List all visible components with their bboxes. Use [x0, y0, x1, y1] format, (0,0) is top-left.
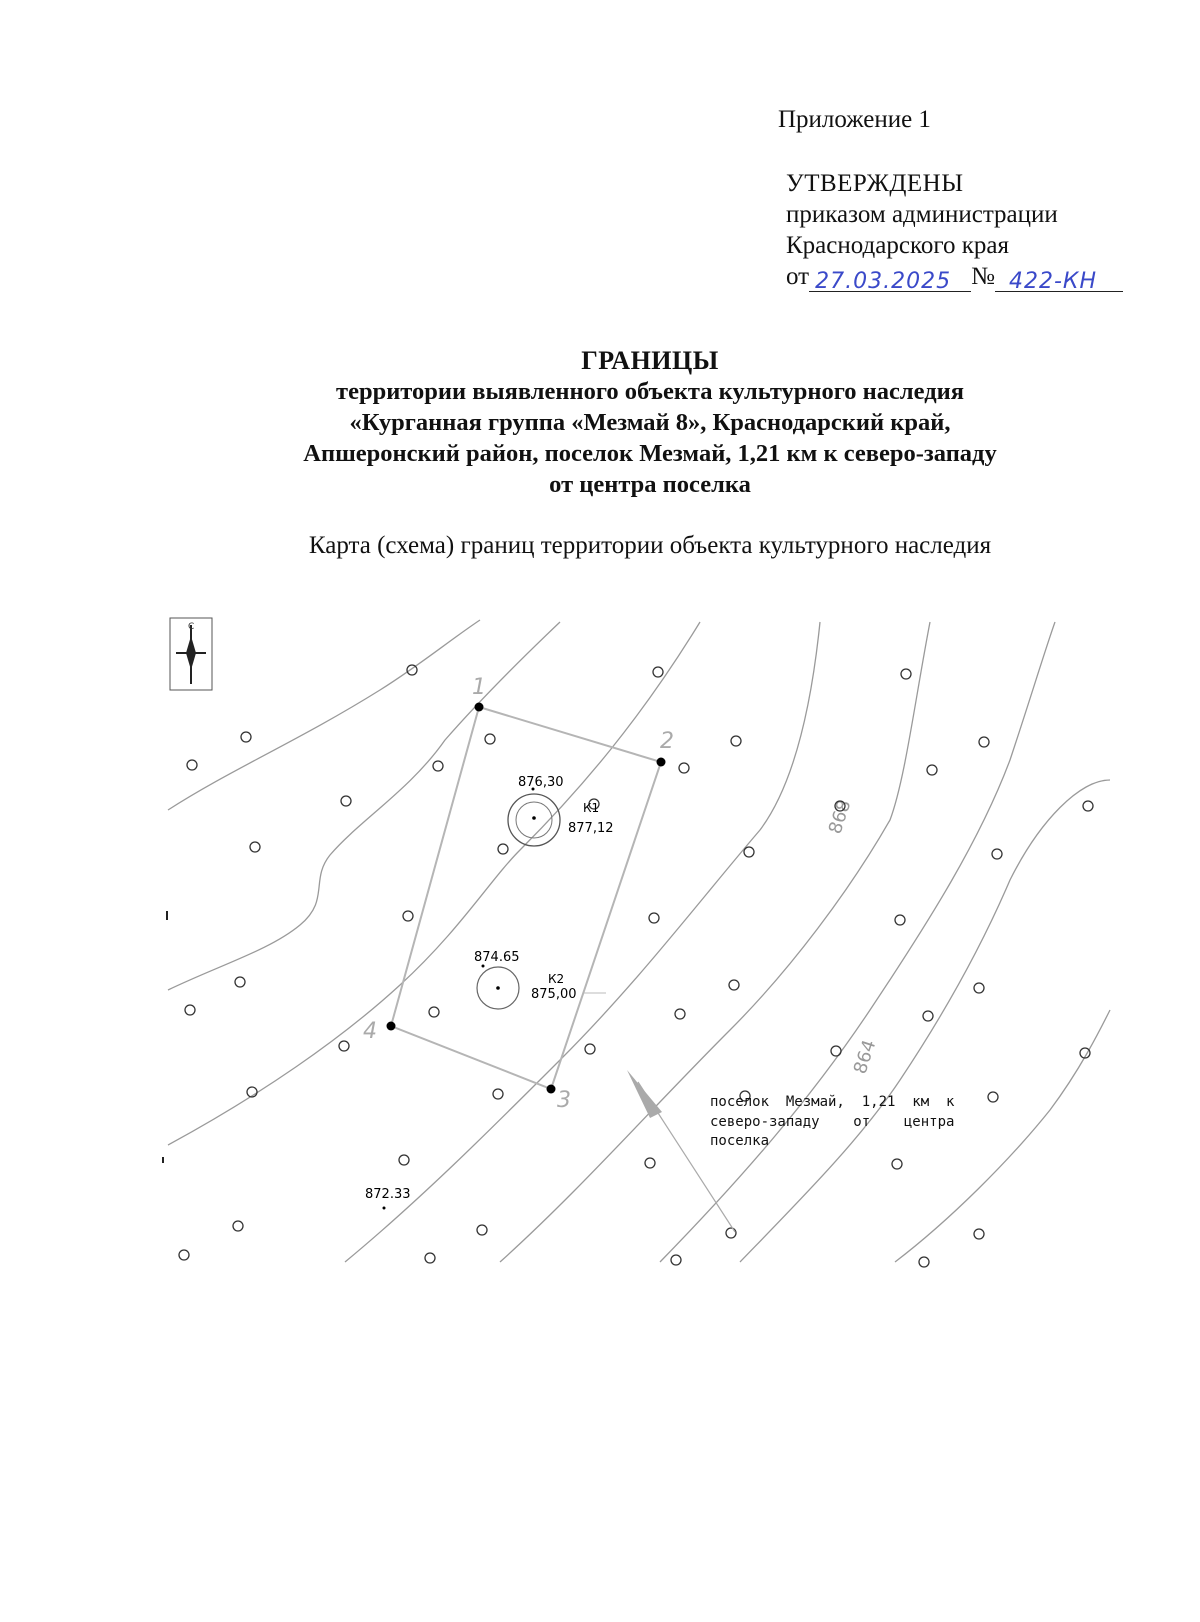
tree-symbol: [729, 980, 739, 990]
boundary-point: [547, 1085, 556, 1094]
tree-symbol: [1083, 801, 1093, 811]
mound-k1: [508, 775, 614, 846]
point-label: 1: [472, 675, 486, 700]
tree-symbol: [241, 732, 251, 742]
pointer-label-2: северо-западу от центра: [710, 1114, 955, 1130]
tree-symbol: [235, 977, 245, 987]
title-heading: ГРАНИЦЫ: [581, 346, 719, 375]
approval-number: 422-КН: [1008, 269, 1098, 294]
mound-elev-center: 877,12: [568, 821, 614, 836]
tree-symbol: [339, 1041, 349, 1051]
spot-elevation: [365, 1187, 411, 1210]
tree-symbol: [675, 1009, 685, 1019]
contour-line: [660, 622, 1055, 1262]
tree-symbol: [974, 983, 984, 993]
pointer-label-3: поселка: [710, 1133, 770, 1149]
tree-symbol: [407, 665, 417, 675]
tree-symbol: [185, 1005, 195, 1015]
tree-symbol: [927, 765, 937, 775]
tree-symbol: [974, 1229, 984, 1239]
tree-symbol: [731, 736, 741, 746]
contour-line: [500, 622, 930, 1262]
tree-symbol: [979, 737, 989, 747]
tree-symbol: [233, 1221, 243, 1231]
contour-line: [740, 780, 1110, 1262]
tree-symbol: [653, 667, 663, 677]
tree-symbol: [493, 1089, 503, 1099]
north-arrow-icon: [170, 618, 212, 690]
approval-date-line: [786, 261, 1123, 292]
tree-symbol: [498, 844, 508, 854]
tree-symbol: [485, 734, 495, 744]
point-label: 4: [363, 1019, 377, 1044]
tree-symbol: [433, 761, 443, 771]
contour-label: 864: [849, 1037, 881, 1077]
location-pointer: [627, 1070, 955, 1232]
tree-symbol: [403, 911, 413, 921]
title-line-2: «Курганная группа «Мезмай 8», Краснодарский край,: [349, 409, 951, 436]
appendix-label: Приложение 1: [778, 106, 931, 133]
tree-symbol: [649, 913, 659, 923]
tree-symbol: [429, 1007, 439, 1017]
svg-text:С: С: [188, 622, 195, 632]
tree-symbol: [425, 1253, 435, 1263]
approved-heading: УТВЕРЖДЕНЫ: [786, 170, 964, 197]
tree-symbol: [992, 849, 1002, 859]
tree-symbol: [671, 1255, 681, 1265]
title-line-3: Апшеронский район, поселок Мезмай, 1,21 км к северо-западу: [303, 440, 997, 467]
tree-symbol: [645, 1158, 655, 1168]
contour-line: [168, 620, 480, 810]
boundary-point: [657, 758, 666, 767]
tree-symbol: [341, 796, 351, 806]
tree-symbol: [250, 842, 260, 852]
spot-elevation-label: 872.33: [365, 1187, 411, 1202]
contour-lines: [168, 620, 1110, 1262]
pointer-label-1: поселок Мезмай, 1,21 км к: [710, 1094, 955, 1110]
boundary-point: [475, 703, 484, 712]
tree-symbol: [923, 1011, 933, 1021]
tree-symbol: [901, 669, 911, 679]
tree-symbol: [892, 1159, 902, 1169]
mound-id: К2: [548, 972, 565, 986]
mound-id: К1: [583, 801, 600, 815]
contour-line: [168, 622, 560, 990]
tree-symbol: [477, 1225, 487, 1235]
boundary-map: [160, 610, 1120, 1270]
map-subtitle: Карта (схема) границ территории объекта культурного наследия: [308, 532, 992, 559]
contour-label: 868: [824, 797, 856, 837]
approval-date: 27.03.2025: [815, 269, 952, 294]
tree-symbol: [919, 1257, 929, 1267]
tree-symbol: [187, 760, 197, 770]
point-label: 3: [557, 1088, 571, 1113]
mound-elev-top: 874.65: [474, 950, 520, 965]
tree-symbol: [726, 1228, 736, 1238]
mound-elev-top: 876,30: [518, 775, 564, 790]
tree-symbol: [831, 1046, 841, 1056]
title-line-4: от центра поселка: [549, 471, 751, 498]
approval-block: [786, 168, 1123, 292]
approved-line-2: приказом администрации: [786, 201, 1058, 228]
tree-symbol: [179, 1250, 189, 1260]
tree-symbol: [585, 1044, 595, 1054]
tree-symbol: [988, 1092, 998, 1102]
tree-symbol: [399, 1155, 409, 1165]
date-prefix: от: [786, 263, 810, 290]
mound-elev-center: 875,00: [531, 987, 577, 1002]
number-prefix: №: [971, 263, 995, 290]
approved-line-3: Краснодарского края: [786, 232, 1009, 259]
tree-symbol: [679, 763, 689, 773]
title-line-1: территории выявленного объекта культурного наследия: [336, 378, 964, 405]
arrow-icon: [627, 1070, 662, 1118]
boundary-point: [387, 1022, 396, 1031]
point-label: 2: [660, 729, 674, 754]
boundary-polygon: [363, 675, 674, 1113]
tree-symbol: [895, 915, 905, 925]
contour-line: [895, 1010, 1110, 1262]
document-title: [140, 345, 1160, 500]
mound-k2: [474, 950, 606, 1009]
tree-symbol: [744, 847, 754, 857]
